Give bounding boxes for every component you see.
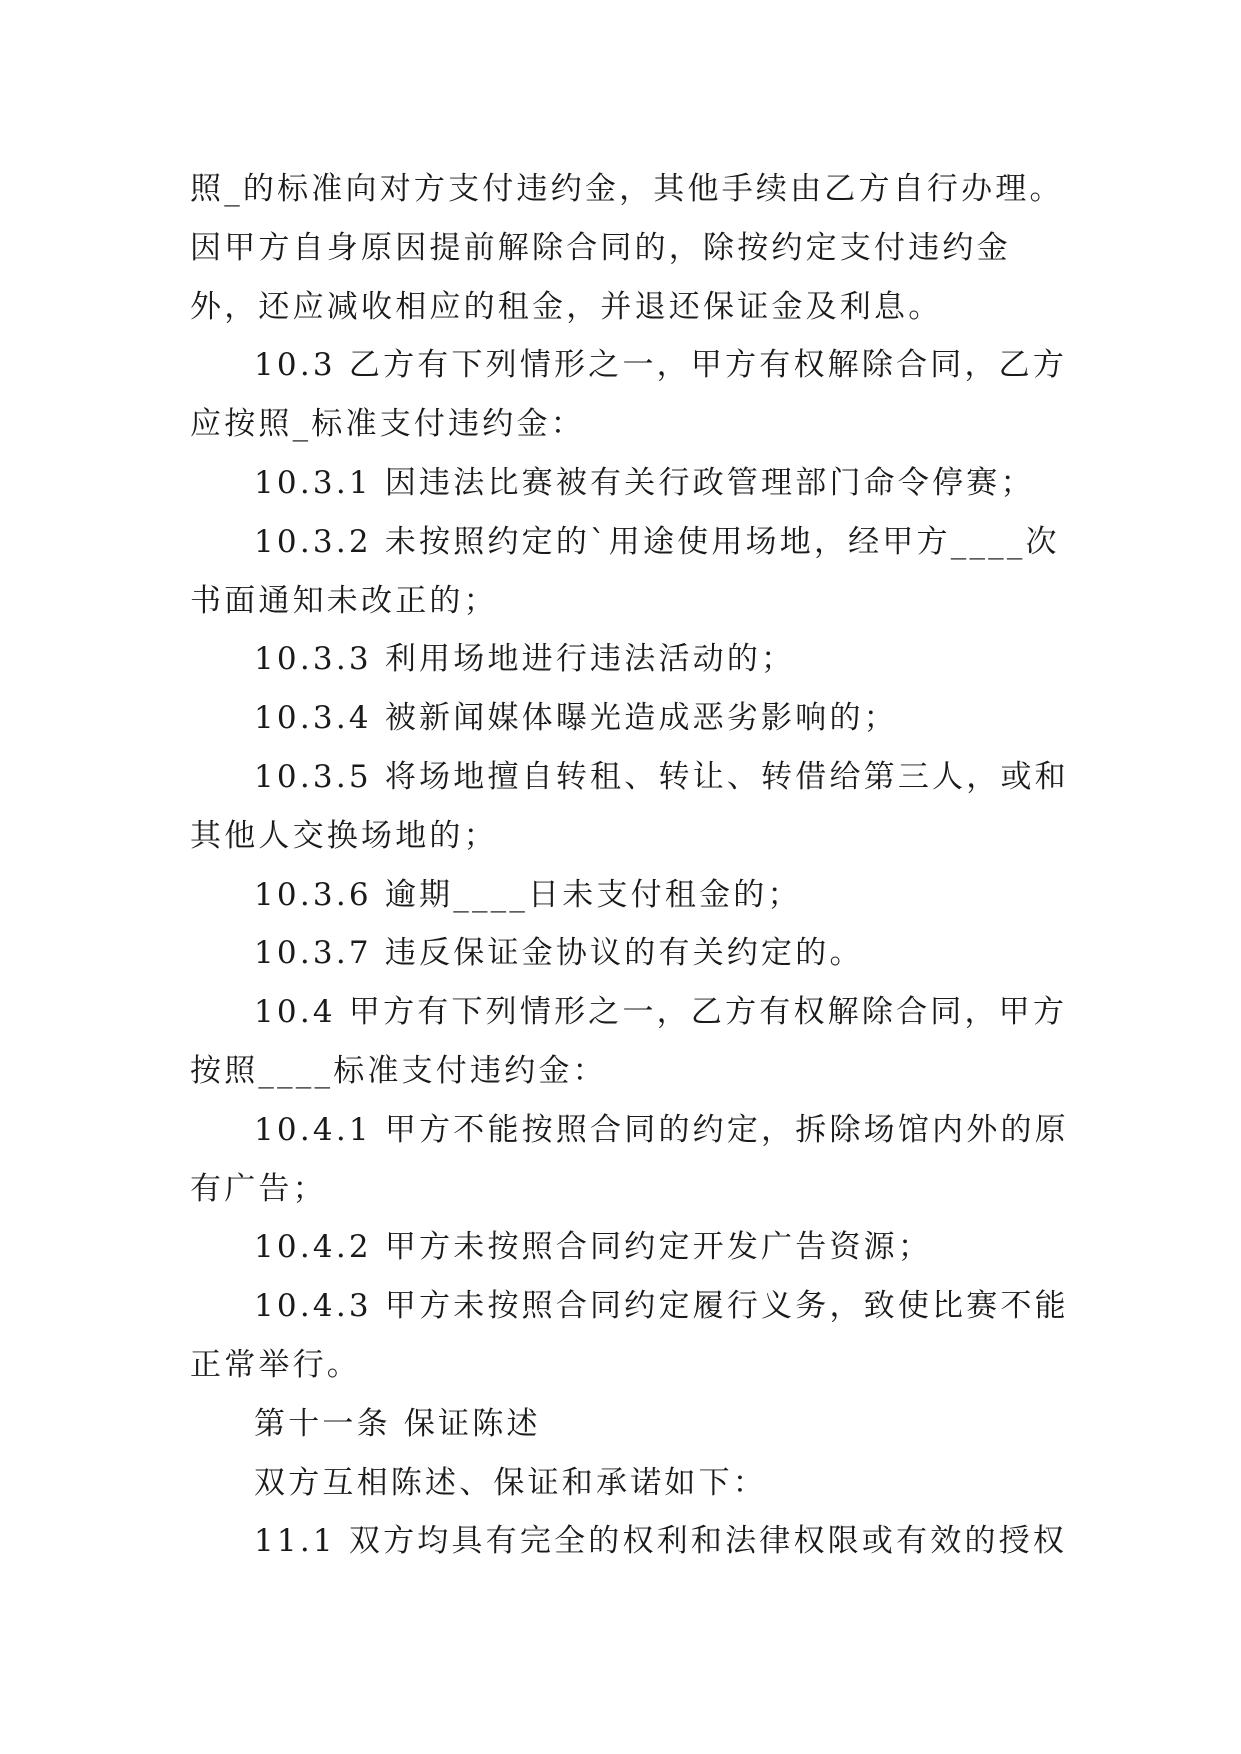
clause-10-3-2: 10.3.2 未按照约定的`用途使用场地，经甲方____次书面通知未改正的； — [190, 523, 1060, 619]
clause-10-3-1: 10.3.1 因违法比赛被有关行政管理部门命令停赛； — [254, 464, 1035, 501]
clause-10-3-7: 10.3.7 违反保证金协议的有关约定的。 — [254, 935, 864, 972]
paragraph-continuation: 照_的标准向对方支付违约金，其他手续由乙方自行办理。因甲方自身原因提前解除合同的，除按约定支付违约金外，还应减收相应的租金，并退还保证金及利息。 — [190, 171, 1064, 325]
clause-10-4-2: 10.4.2 甲方未按照合同约定开发广告资源； — [254, 1229, 933, 1266]
document-body — [190, 160, 1070, 1571]
clause-10-3-3: 10.3.3 利用场地进行违法活动的； — [254, 641, 796, 678]
clause-10-3: 10.3 乙方有下列情形之一，甲方有权解除合同，乙方应按照_标准支付违约金： — [190, 347, 1068, 443]
clause-10-4-3: 10.4.3 甲方未按照合同约定履行义务，致使比赛不能正常举行。 — [190, 1288, 1069, 1383]
clause-10-3-5: 10.3.5 将场地擅自转租、转让、转借给第三人，或和其他人交换场地的； — [190, 758, 1069, 854]
article-11-intro: 双方互相陈述、保证和承诺如下： — [254, 1464, 767, 1501]
clause-10-4: 10.4 甲方有下列情形之一，乙方有权解除合同，甲方按照____标准支付违约金： — [190, 994, 1068, 1089]
clause-10-4-1: 10.4.1 甲方不能按照合同的约定，拆除场馆内外的原有广告； — [190, 1111, 1069, 1207]
clause-10-3-4: 10.3.4 被新闻媒体曝光造成恶劣影响的； — [254, 700, 898, 737]
clause-10-3-6: 10.3.6 逾期____日未支付租金的； — [254, 876, 802, 913]
article-11-heading: 第十一条 保证陈述 — [254, 1405, 541, 1442]
clause-11-1: 11.1 双方均具有完全的权利和法律权限或有效的授权 — [254, 1523, 1068, 1560]
